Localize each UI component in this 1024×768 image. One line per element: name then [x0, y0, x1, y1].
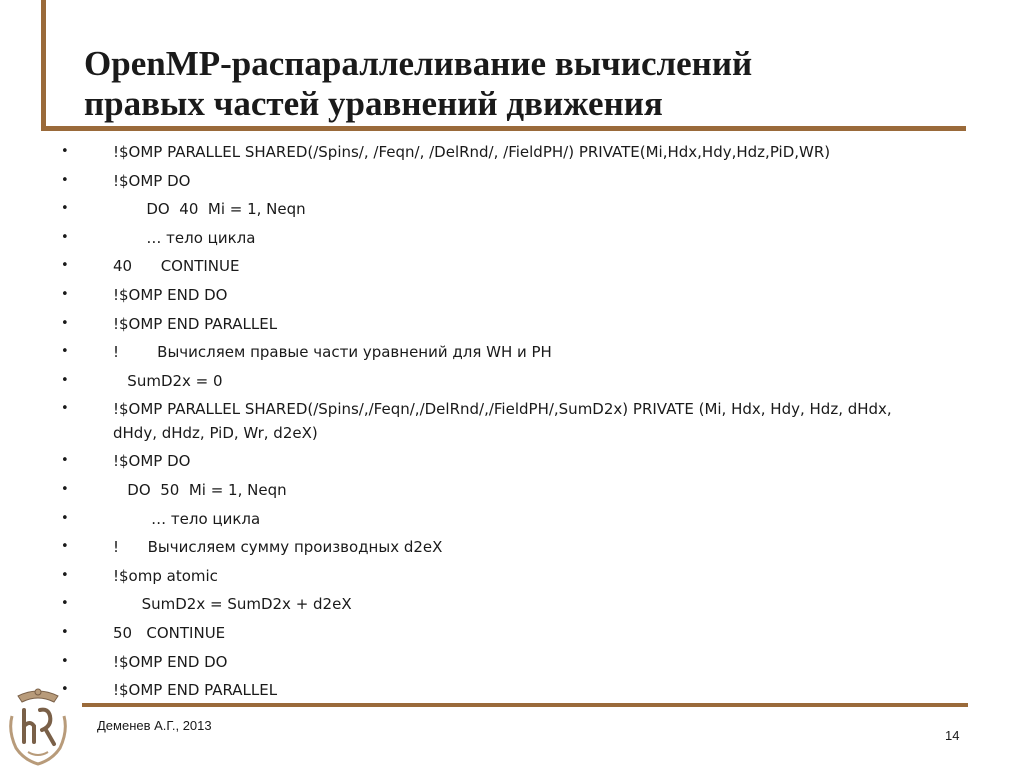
list-item-text: 40 CONTINUE — [113, 257, 240, 276]
list-item — [0, 395, 1024, 447]
list-item-text: !$OMP PARALLEL SHARED(/Spins/,/Feqn/,/DelRnd/,/FieldPH/,SumD2x) PRIVATE (Mi, Hdx, Hdy, Hdz, dHdx, dHdy, dHdz, PiD, Wr, d2eX) — [113, 400, 892, 443]
list-item — [0, 619, 1024, 648]
bullet-icon: • — [61, 567, 69, 583]
list-item-text: … тело цикла — [113, 228, 256, 247]
bullet-icon: • — [61, 510, 69, 526]
list-item — [0, 252, 1024, 281]
bullet-icon: • — [61, 286, 69, 302]
page-number: 14 — [945, 728, 960, 743]
bullet-icon: • — [61, 344, 69, 360]
list-item-text: DO 50 Mi = 1, Neqn — [113, 480, 287, 499]
title-line-1: OpenMP-распараллеливание вычислений — [84, 44, 753, 83]
list-item-text: … тело цикла — [113, 509, 261, 528]
list-item — [0, 195, 1024, 224]
list-item-text: 50 CONTINUE — [113, 623, 226, 642]
list-item-text: DO 40 Mi = 1, Neqn — [113, 200, 306, 219]
list-item — [0, 533, 1024, 562]
list-item — [0, 590, 1024, 619]
bullet-icon: • — [61, 539, 69, 555]
list-item — [0, 505, 1024, 534]
bullet-icon: • — [61, 401, 69, 417]
bullet-icon: • — [61, 201, 69, 217]
list-item-text: !$OMP END PARALLEL — [113, 681, 278, 700]
list-item — [0, 476, 1024, 505]
footer-author: Деменев А.Г., 2013 — [97, 718, 212, 733]
list-item — [0, 310, 1024, 339]
bullet-icon: • — [61, 481, 69, 497]
bullet-icon: • — [61, 144, 69, 159]
bullet-icon: • — [61, 315, 69, 331]
bullet-icon: • — [61, 172, 69, 188]
title-line-2: правых частей уравнений движения — [84, 84, 663, 123]
bullet-icon: • — [61, 653, 69, 669]
bullet-icon: • — [61, 372, 69, 388]
list-item — [0, 447, 1024, 476]
list-item — [0, 338, 1024, 367]
bullet-icon: • — [61, 453, 69, 469]
bullet-icon: • — [61, 682, 69, 698]
list-item — [0, 224, 1024, 253]
slide-title — [84, 44, 964, 124]
list-item-text: !$omp atomic — [113, 566, 218, 585]
list-item-text: ! Вычисляем сумму производных d2eX — [113, 538, 443, 557]
list-item-text: !$OMP DO — [113, 452, 191, 471]
list-item — [0, 367, 1024, 396]
bullet-icon: • — [61, 596, 69, 612]
bullet-icon: • — [61, 258, 69, 274]
list-item-text: !$OMP DO — [113, 171, 191, 190]
bullet-list — [0, 138, 1024, 705]
list-item-text: !$OMP END DO — [113, 285, 228, 304]
list-item-text: !$OMP END DO — [113, 652, 228, 671]
accent-footer-rule — [82, 703, 968, 707]
university-logo-icon — [4, 686, 72, 766]
list-item — [0, 562, 1024, 591]
list-item-text: !$OMP END PARALLEL — [113, 314, 278, 333]
list-item-text: !$OMP PARALLEL SHARED(/Spins/, /Feqn/, /DelRnd/, /FieldPH/) PRIVATE(Mi,Hdx,Hdy,Hdz,PiD,WR) — [113, 143, 831, 161]
accent-title-rule — [41, 126, 966, 131]
list-item-text: ! Вычисляем правые части уравнений для WH и PH — [113, 343, 552, 362]
list-item-text: SumD2x = SumD2x + d2eX — [113, 595, 352, 614]
list-item — [0, 648, 1024, 677]
list-item — [0, 167, 1024, 196]
bullet-icon: • — [61, 229, 69, 245]
list-item — [0, 281, 1024, 310]
list-item-text: SumD2x = 0 — [113, 371, 223, 390]
bullet-icon: • — [61, 624, 69, 640]
list-item — [0, 676, 1024, 705]
list-item — [0, 138, 1024, 167]
accent-vertical-bar — [41, 0, 46, 131]
university-monogram-icon — [4, 686, 72, 766]
